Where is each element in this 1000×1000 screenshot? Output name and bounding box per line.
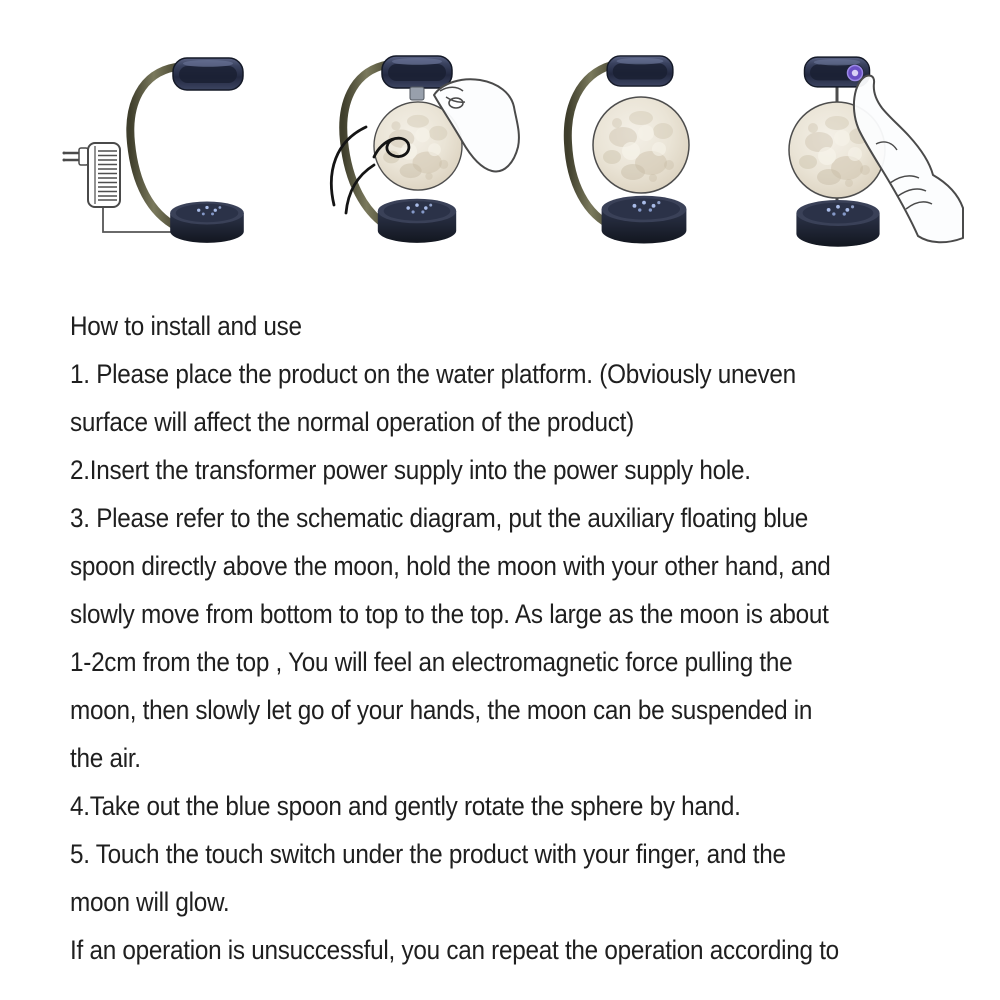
levitation-base (796, 200, 879, 247)
auxiliary-floating-spoon (410, 87, 424, 100)
instruction-line: surface will affect the normal operation of the product) (70, 407, 634, 437)
stand-arm (130, 67, 177, 227)
instruction-line: moon will glow. (70, 887, 230, 917)
instruction-line: spoon directly above the moon, hold the moon with your other hand, and (70, 551, 831, 581)
instruction-line: slowly move from bottom to top to the top. As large as the moon is about (70, 599, 829, 629)
instruction-line: 2.Insert the transformer power supply into the power supply hole. (70, 455, 751, 485)
power-adapter-icon (63, 143, 174, 232)
instruction-line: moon, then slowly let go of your hands, the moon can be suspended in (70, 695, 813, 725)
magnet-head-disc (382, 56, 452, 88)
instruction-line: 1-2cm from the top , You will feel an electromagnetic force pulling the (70, 647, 793, 677)
instruction-line: 5. Touch the touch switch under the product with your finger, and the (70, 839, 786, 869)
instruction-line: 1. Please place the product on the water platform. (Obviously uneven (70, 359, 796, 389)
figure-step2-hold-moon (318, 45, 543, 245)
levitation-base (602, 196, 687, 244)
levitation-base (170, 202, 244, 243)
levitation-base (378, 199, 456, 243)
instruction-line: the air. (70, 743, 141, 773)
instructions-title: How to install and use (70, 311, 302, 341)
magnet-head-disc (607, 56, 673, 86)
moon-sphere (593, 97, 689, 193)
instruction-line: 4.Take out the blue spoon and gently rotate the sphere by hand. (70, 791, 741, 821)
figure-step3-moon-floating (558, 45, 758, 245)
instruction-line: 3. Please refer to the schematic diagram, put the auxiliary floating blue (70, 503, 809, 533)
magnet-head-disc (173, 58, 243, 90)
touch-switch-button (848, 66, 863, 81)
figure-step4-touch-switch (772, 48, 977, 260)
figure-step1-plug-in-power (55, 45, 270, 245)
instruction-line: If an operation is unsuccessful, you can repeat the operation according to (70, 935, 839, 965)
instructions-text-block (70, 302, 952, 974)
